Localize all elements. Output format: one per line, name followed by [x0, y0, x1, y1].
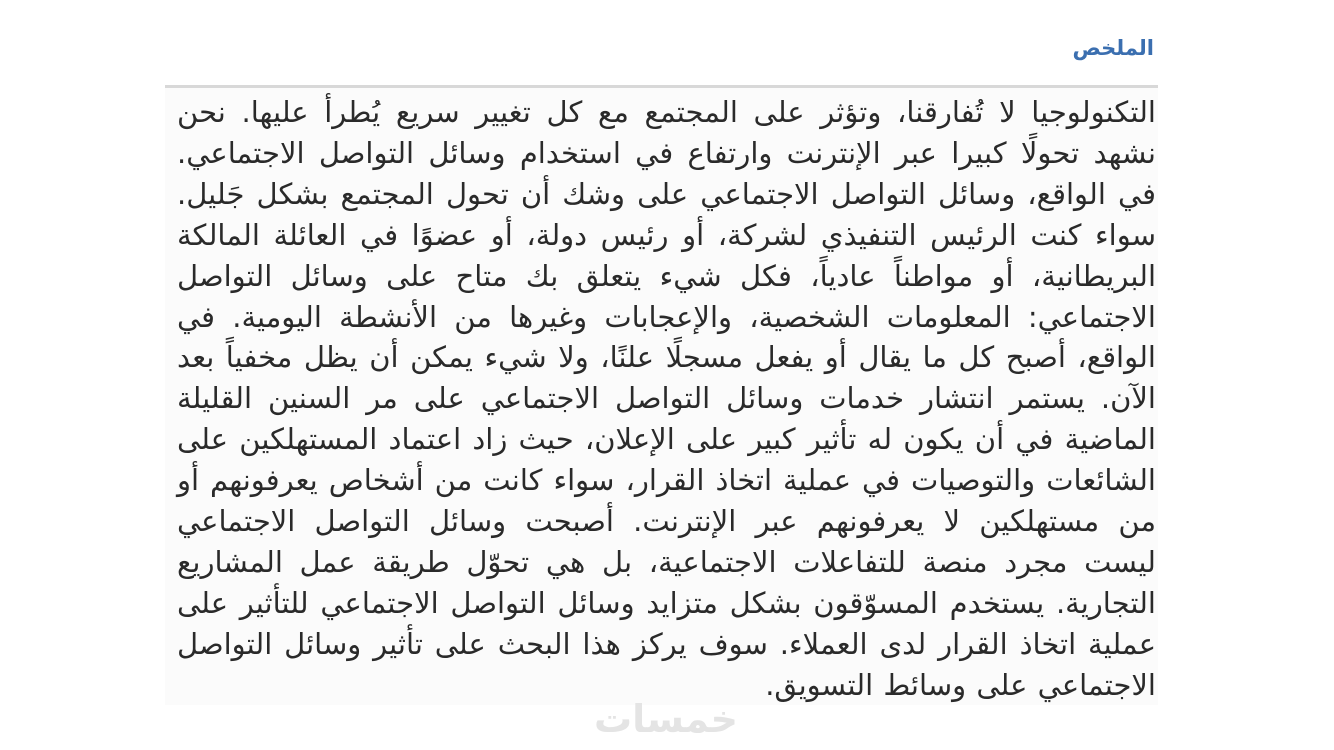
abstract-box	[165, 88, 1158, 705]
watermark-logo: خمسات	[594, 697, 738, 741]
abstract-heading: الملخص	[1072, 36, 1154, 60]
abstract-paragraph: التكنولوجيا لا تُفارقنا، وتؤثر على المجتمع مع كل تغيير سريع يُطرأ عليها. نحن نشهد تحولًا كبيرا عبر الإنترنت وارتفاع في استخدام وسائل التواصل الاجتماعي. في الواقع، وسائل التواصل الاجتماعي على وشك أن تحول المجتمع بشكل جَليل. سواء كنت الرئيس التنفيذي لشركة، أو رئيس دولة، أو عضوًا في العائلة المالكة البريطانية، أو مواطناً عادياً، فكل شيء يتعلق بك متاح على وسائل التواصل الاجتماعي: المعلومات الشخصية، والإعجابات وغيرها من الأنشطة اليومية. في الواقع، أصبح كل ما يقال أو يفعل مسجلًا علنًا، ولا شيء يمكن أن يظل مخفياً بعد الآن. يستمر انتشار خدمات وسائل التواصل الاجتماعي على مر السنين القليلة الماضية في أن يكون له تأثير كبير على الإعلان، حيث زاد اعتماد المستهلكين على الشائعات والتوصيات في عملية اتخاذ القرار، سواء كانت من أشخاص يعرفونهم أو من مستهلكين لا يعرفونهم عبر الإنترنت. أصبحت وسائل التواصل الاجتماعي ليست مجرد منصة للتفاعلات الاجتماعية، بل هي تحوّل طريقة عمل المشاريع التجارية. يستخدم المسوّقون بشكل متزايد وسائل التواصل الاجتماعي للتأثير على عملية اتخاذ القرار لدى العملاء. سوف يركز هذا البحث على تأثير وسائل التواصل الاجتماعي على وسائط التسويق.	[177, 95, 1156, 702]
